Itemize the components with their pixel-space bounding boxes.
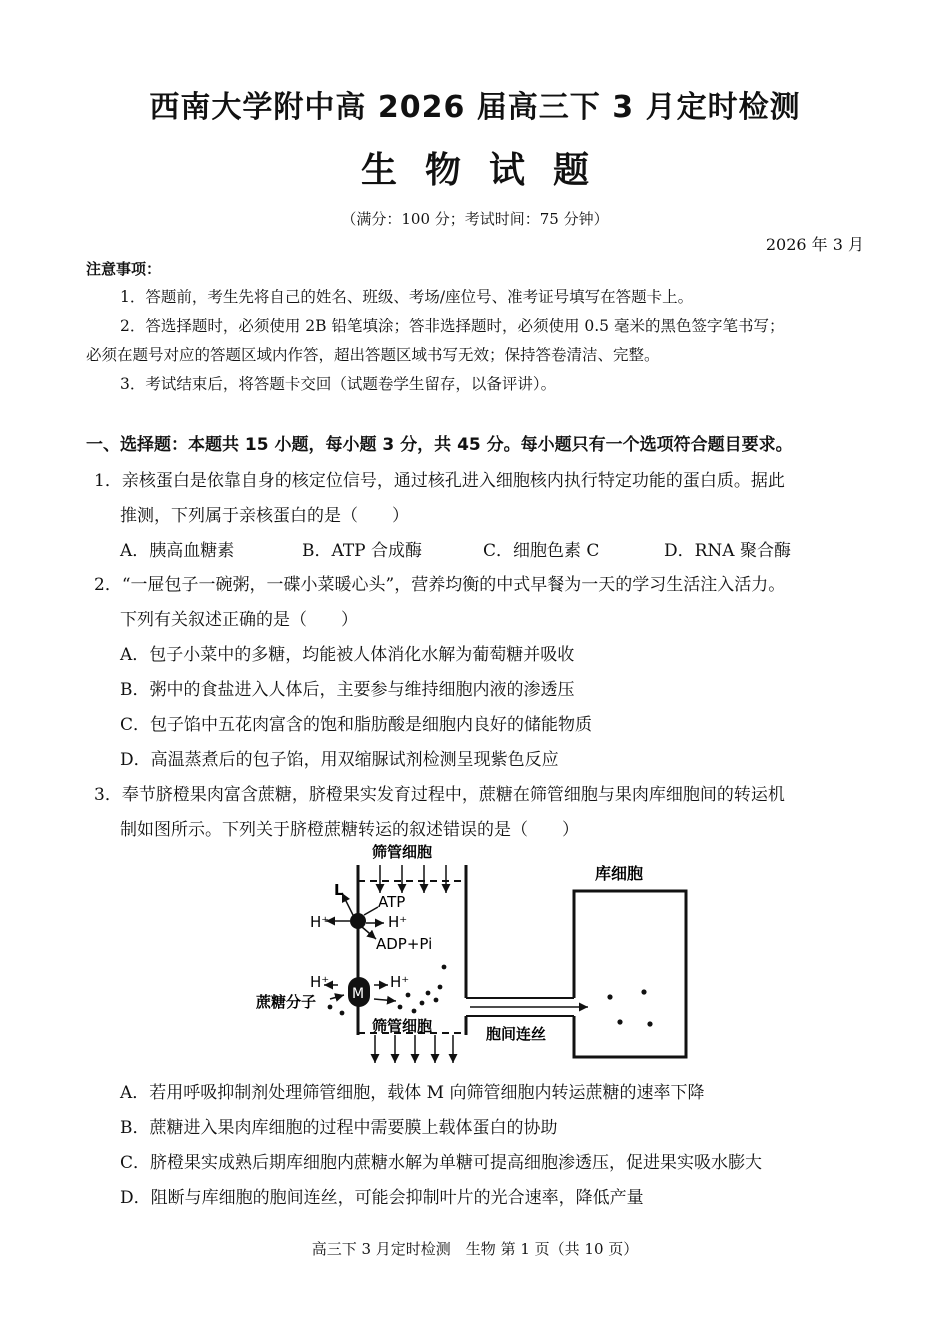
- sucrose-transport-diagram: [240, 835, 700, 1075]
- page-footer: 高三下 3 月定时检测 生物 第 1 页（共 10 页）: [311, 1240, 639, 1258]
- q1-option-b: B．ATP 合成酶: [302, 541, 423, 561]
- atp-label: ATP: [378, 893, 406, 911]
- exam-date: 2026 年 3 月: [765, 235, 864, 254]
- question-1-line: 推测，下列属于亲核蛋白的是（ ）: [120, 506, 409, 526]
- section-heading: 一、选择题：本题共 15 小题，每小题 3 分，共 45 分。每小题只有一个选项符合题目要求。: [86, 435, 793, 455]
- h-plus-in-label: H⁺: [388, 913, 408, 931]
- note-item: 必须在题号对应的答题区域内作答，超出答题区域书写无效；保持答卷清洁、完整。: [86, 346, 660, 364]
- plasmodesmata-label: 胞间连丝: [486, 1025, 547, 1043]
- q2-option-b: B．粥中的食盐进入人体后，主要参与维持细胞内液的渗透压: [120, 680, 575, 700]
- question-1-line: 1．亲核蛋白是依靠自身的核定位信号，通过核孔进入细胞核内执行特定功能的蛋白质。据此: [94, 471, 785, 491]
- note-item: 3．考试结束后，将答题卡交回（试题卷学生留存，以备评讲）。: [120, 375, 557, 393]
- sieve-cell-bottom-label: 筛管细胞: [372, 1017, 433, 1035]
- q2-option-d: D．高温蒸煮后的包子馅，用双缩脲试剂检测呈现紫色反应: [120, 750, 559, 770]
- h-plus-out-label-2: H⁺: [310, 973, 330, 991]
- h-plus-in-label-2: H⁺: [390, 973, 410, 991]
- adp-label: ADP+Pi: [376, 935, 433, 953]
- q3-option-d: D．阻断与库细胞的胞间连丝，可能会抑制叶片的光合速率，降低产量: [120, 1188, 644, 1208]
- sink-cell: [574, 891, 686, 1057]
- q2-option-a: A．包子小菜中的多糖，均能被人体消化水解为葡萄糖并吸收: [120, 645, 575, 665]
- note-item: 1．答题前，考生先将自己的姓名、班级、考场/座位号、准考证号填写在答题卡上。: [120, 288, 694, 306]
- question-2-line: 下列有关叙述正确的是（ ）: [120, 610, 358, 630]
- note-item: 2．答选择题时，必须使用 2B 铅笔填涂；答非选择题时，必须使用 0.5 毫米的黑色签字笔书写；: [120, 317, 785, 335]
- subject-title: 生物试题: [360, 150, 617, 191]
- question-3-line: 3．奉节脐橙果肉富含蔗糖，脐橙果实发育过程中，蔗糖在筛管细胞与果肉库细胞间的转运机: [94, 785, 785, 805]
- q2-option-c: C．包子馅中五花肉富含的饱和脂肪酸是细胞内良好的储能物质: [120, 715, 593, 735]
- question-2-line: 2．“一屉包子一碗粥，一碟小菜暖心头”，营养均衡的中式早餐为一天的学习生活注入活力。: [94, 575, 786, 595]
- sieve-cell-top-label: 筛管细胞: [372, 843, 433, 861]
- sink-cell-label: 库细胞: [595, 864, 644, 883]
- sucrose-label: 蔗糖分子: [256, 993, 317, 1011]
- exam-meta: （满分：100 分；考试时间：75 分钟）: [341, 210, 609, 228]
- question-3-line: 制如图所示。下列关于脐橙蔗糖转运的叙述错误的是（ ）: [120, 820, 579, 840]
- q1-option-a: A．胰高血糖素: [120, 541, 235, 561]
- q3-option-b: B．蔗糖进入果肉库细胞的过程中需要膜上载体蛋白的协助: [120, 1118, 558, 1138]
- exam-title: 西南大学附中高 2026 届高三下 3 月定时检测: [149, 90, 801, 125]
- q1-option-c: C．细胞色素 C: [483, 541, 600, 561]
- h-plus-out-label: H⁺: [310, 913, 330, 931]
- carrier-m-label: M: [352, 986, 365, 1002]
- light-label: L: [334, 881, 344, 899]
- q3-option-c: C．脐橙果实成熟后期库细胞内蔗糖水解为单糖可提高细胞渗透压，促进果实吸水膨大: [120, 1153, 763, 1173]
- notes-heading: 注意事项：: [86, 260, 162, 278]
- q3-option-a: A．若用呼吸抑制剂处理筛管细胞，载体 M 向筛管细胞内转运蔗糖的速率下降: [120, 1083, 705, 1103]
- q1-option-d: D．RNA 聚合酶: [664, 541, 791, 561]
